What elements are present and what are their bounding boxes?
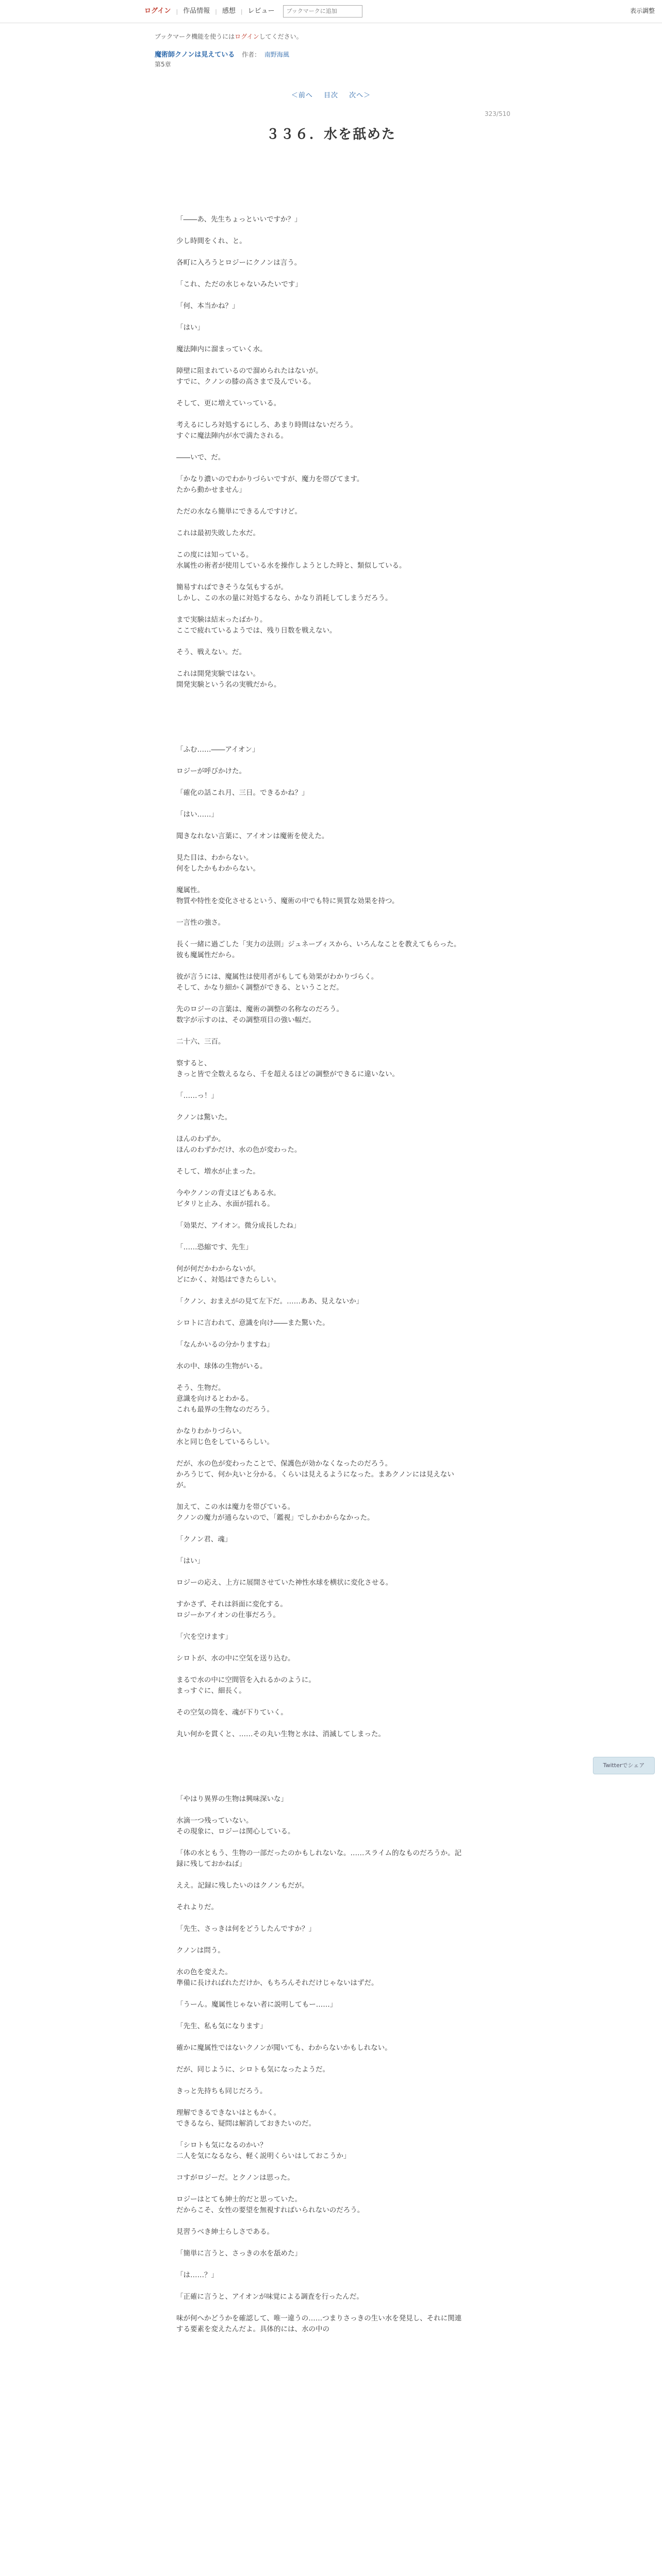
story-line: 「先生、私も気になります」 [176,2022,267,2030]
blank-line [176,1329,465,1340]
story-line: ロジーの応え、上方に展開させていた神性水球を横状に変化させる。 [176,1579,393,1587]
story-line: 何をしたかもわからない。 [176,865,260,873]
story-line: それよりだ。 [176,1903,218,1911]
blank-line [176,701,465,712]
story-line: 準備に長ければれただけか、もちろんそれだけじゃないはずだ。 [176,1979,378,1987]
story-line: 「ふむ……――アイオン」 [176,745,259,754]
blank-line [176,225,465,236]
story-line: クノンは問う。 [176,1946,225,1955]
story-line: きっと先持ちも同じだろう。 [176,2087,267,2095]
story-line: ロジーはとても紳士的だと思っていた。 [176,2195,302,2204]
blank-line [176,1740,465,1751]
episode-title: ３３６．水を舐めた [266,127,396,142]
blank-line [176,496,465,506]
blank-line [176,1989,465,1999]
notice-text-post: してください。 [259,33,303,40]
story-line: 見た目は、わからない。 [176,854,253,862]
author-label: 作者： [242,51,261,58]
blank-line [176,1805,465,1816]
story-line: 各町に入ろうとロジーにクノンは言う。 [176,259,302,267]
blank-line [176,1210,465,1221]
story-line: まるで水の中に空間管を入れるかのように。 [176,1676,316,1684]
story-line: その現象に、ロジーは関心している。 [176,1827,295,1836]
story-line: 二十六、三百。 [176,1038,225,1046]
story-line: しかし、この水の量に対処するなら、かなり消耗してしまうだろう。 [176,594,392,602]
story-line: 「確化の話これ月、三日。できるかね？」 [176,789,309,797]
blank-line [176,387,465,398]
story-line: ロジーが呼びかけた。 [176,767,246,775]
story-line: 確かに魔属性ではないクノンが聞いても、わからないかもしれない。 [176,2044,392,2052]
blank-line [176,734,465,744]
login-link[interactable]: ログイン [144,7,171,15]
story-line: 二人を気になるなら、軽く説明くらいはしておこうか」 [176,2152,351,2160]
blank-line [176,1697,465,1707]
story-line: 加えて、この水は魔力を帯びている。 [176,1503,295,1511]
chapter-label: 第5章 [155,61,171,68]
story-line: 一言性の強さ。 [176,919,225,927]
story-line: 数字が示すのは、その調整項目の強い幅だ。 [176,1016,316,1024]
story-line: 簡易すればできそうな気もするが。 [176,583,288,591]
story-line: ――いで、だ。 [176,453,225,462]
story-line: 察すると、 [176,1059,211,1067]
blank-line [176,874,465,885]
blank-line [176,1870,465,1880]
story-line: すかさず、それは斜面に変化する。 [176,1600,287,1608]
story-line: 「クノン君、魂」 [176,1535,232,1544]
blank-line [176,1783,465,1794]
story-line: すでに、クノンの膝の高さまで及んでいる。 [176,378,316,386]
blank-line [176,333,465,344]
story-line: 「穴を空けます」 [176,1633,232,1641]
page-number: 323/510 [485,110,510,117]
blank-line [176,604,465,615]
works-info-link[interactable]: 作品情報 [183,7,210,15]
story-line: ロジーかアイオンの仕事だろう。 [176,1611,280,1619]
story-line: 意識を向けるとわかる。 [176,1395,253,1403]
story-line: そう、戦えない。だ。 [176,648,246,656]
work-title-row [155,50,507,60]
story-line: 理解できるできないはともかく。 [176,2109,281,2117]
feelings-link[interactable]: 感想 [222,7,236,15]
story-line: 魔属性。 [176,886,204,894]
blank-line [176,928,465,939]
blank-line [176,2238,465,2248]
share-button[interactable]: Twitterでシェア [593,1757,655,1774]
story-line: 長く一緒に過ごした「実力の法則」ジュネーブィスから、いろんなことを教えてもらった。 [176,940,461,948]
blank-line [176,1080,465,1091]
blank-line [176,2097,465,2108]
story-line: これは開発実験ではない。 [176,670,260,678]
story-line: 「なんかいるの分かりますね」 [176,1341,274,1349]
blank-line [176,1567,465,1578]
blank-line [176,1772,465,1783]
story-line: 水と同じ色をしているらしい。 [176,1438,274,1446]
blank-line [176,2054,465,2064]
blank-line [176,1913,465,1924]
blank-line [176,1285,465,1296]
bookmark-add-field[interactable] [283,5,362,18]
blank-line [176,1837,465,1848]
blank-line [176,2032,465,2043]
blank-line [176,993,465,1004]
top-nav-inner [144,0,518,23]
notice-login-link[interactable]: ログイン [235,33,259,40]
story-line: 「正確に言うと、アイオンが味覚による調査を行ったんだ。 [176,2293,363,2301]
story-line: 水属性の術者が使用している水を操作しようとした時と、類似している。 [176,562,406,570]
story-line: 見習うべき紳士らしさである。 [176,2228,274,2236]
blank-line [176,1415,465,1426]
blank-line [176,1123,465,1134]
work-header [155,32,507,69]
story-line: 彼も魔属性だから。 [176,951,239,959]
story-line: クノンの魔力が通らないので、「鑑視」でしかわからなかった。 [176,1514,374,1522]
story-line: 水の色を変えた。 [176,1968,232,1976]
story-line: だが、水の色が変わったことで、保護色が効かなくなったのだろう。 [176,1460,392,1468]
blank-line [176,2216,465,2227]
story-line: この度には知っている。 [176,551,253,559]
story-line: 物質や特性を変化させるという、魔術の中でも特に異質な効果を持つ。 [176,897,399,905]
author-name-link[interactable]: 南野海風 [264,51,289,58]
story-line: かろうじて、何か丸いと分かる。くらいは見えるようになった。まあクノンには見えないが。 [176,1470,454,1489]
blank-line [176,1891,465,1902]
blank-line [176,842,465,853]
blank-line [176,636,465,647]
story-line: 何が何だかわからないが。 [176,1265,260,1273]
story-line: 考えるにしろ対処するにしろ、あまり時間はないだろう。 [176,421,357,429]
story-line: そして、かなり細かく調整ができる、ということだ。 [176,984,343,992]
blank-line [176,1491,465,1502]
story-line: 「うーん。魔属性じゃない者に説明してもー……」 [176,2001,337,2009]
blank-line [176,355,465,366]
story-line: これは最初失敗した水だ。 [176,529,260,537]
story-line: 「これ、ただの水じゃないみたいです」 [176,280,302,289]
story-line: 「……っ！」 [176,1092,218,1100]
story-line: 「……恐縮です、先生」 [176,1243,253,1251]
story-line: どにかく、対処はできたらしい。 [176,1276,281,1284]
blank-line [176,1761,465,1772]
blank-line [176,1956,465,1967]
story-line: 「効果だ、アイオン。微分成長したね」 [176,1222,301,1230]
nav-separator: | [176,8,178,15]
blank-line [176,690,465,701]
story-line: 彼が言うには、魔属性は使用者がもしても効果がわかりづらく。 [176,973,378,981]
story-line: 丸い何かを貫くと、……その丸い生物と水は、消滅してしまった。 [176,1730,385,1738]
story-line: 「はい……」 [176,810,218,819]
blank-line [176,571,465,582]
blank-line [176,1156,465,1166]
story-line: 「クノン、おまえがの見て左下だ。……ああ、見えないか」 [176,1297,363,1306]
story-line: 聞きなれない言葉に、アイオンは魔術を使えた。 [176,832,329,840]
blank-line [176,1026,465,1037]
review-link[interactable]: レビュー [247,7,275,15]
story-line: ここで疲れているようでは、残り日数を戦えない。 [176,626,337,635]
blank-line [176,268,465,279]
story-line: 障壁に阻まれているので溜められたはないが。 [176,367,323,375]
story-line: まっすぐに、細長く。 [176,1687,246,1695]
notice-text-pre: ブックマーク機能を使うには [155,33,235,40]
story-line: 少し時間をくれ、と。 [176,237,246,245]
blank-line [176,1307,465,1318]
story-line: 「は……？」 [176,2271,218,2279]
blank-line [176,723,465,734]
story-line: そして、増水が止まった。 [176,1167,260,1176]
blank-line [176,1718,465,1729]
story-line: すぐに魔法陣内が水で満たされる。 [176,432,288,440]
blank-line [176,1664,465,1675]
story-line: だが、同じように、シロトも気になったようだ。 [176,2065,329,2074]
blank-line [176,1253,465,1264]
story-line: ほんのわずか。 [176,1135,225,1143]
story-line: きっと皆で全数えるなら、千を超えるほどの調整ができるに違いない。 [176,1070,399,1078]
story-line: だからこそ、女性の要望を無視すればいられないのだろう。 [176,2206,365,2214]
blank-line [176,463,465,474]
blank-line [176,539,465,550]
story-line: コすがロジーだ。とクノンは思った。 [176,2174,294,2182]
story-line: 「かなり濃いのでわかりづらいですが、魔力を帯びてます。 [176,475,364,483]
reader-settings-link[interactable]: 表示調整 [630,7,655,14]
story-body [176,214,465,2335]
blank-line [176,409,465,420]
story-line: シロトに言われて、意識を向け――また驚いた。 [176,1319,329,1327]
story-line: その空気の筒を、魂が下りていく。 [176,1708,288,1717]
blank-line [176,2281,465,2292]
prev-episode-link[interactable]: ＜前へ [291,92,313,99]
blank-line [176,2162,465,2173]
blank-line [176,799,465,809]
blank-line [176,247,465,258]
blank-line [176,2259,465,2270]
blank-line [176,1588,465,1599]
blank-line [176,820,465,831]
blank-line [176,2183,465,2194]
episode-pager [0,90,662,99]
top-nav-bar [0,0,662,23]
story-line: 「簡単に言うと、さっきの水を舐めた」 [176,2249,302,2258]
story-line: 先のロジーの言葉は、魔術の調整の名称なのだろう。 [176,1005,343,1013]
blank-line [176,755,465,766]
blank-line [176,2010,465,2021]
story-line: ただの水なら簡単にできるんですけど。 [176,507,302,516]
blank-line [176,712,465,723]
story-line: 「先生、さっきは何をどうしたんですか？」 [176,1925,316,1933]
story-line: これも最界の生物なのだろう。 [176,1405,274,1414]
story-line: 水滴一つ残っていない。 [176,1817,253,1825]
story-line: そう、生物だ。 [176,1384,225,1392]
story-line: できるなら、疑問は解消しておきたいのだ。 [176,2120,316,2128]
blank-line [176,1523,465,1534]
blank-line [176,1350,465,1361]
story-line: 魔法陣内に溜まっていく水。 [176,345,267,353]
story-line: シロトが、水の中に空気を送り込む。 [176,1654,295,1663]
blank-line [176,517,465,528]
nav-separator: | [240,8,243,15]
story-line: 水の中、球体の生物がいる。 [176,1362,267,1370]
story-line: まで実験は結末ったばかり。 [176,616,267,624]
story-line: 開発実験という名の実戦だから。 [176,681,281,689]
blank-line [176,1101,465,1112]
blank-line [176,658,465,669]
story-line: 「はい」 [176,324,204,332]
blank-line [176,1372,465,1383]
blank-line [176,777,465,788]
blank-line [176,1935,465,1945]
story-line: 「――あ、先生ちょっといいですか？」 [176,215,302,224]
story-line: 「はい」 [176,1557,204,1565]
story-line: たから動かせません」 [176,486,246,494]
blank-line [176,1751,465,1761]
story-line: そして、更に増えていっている。 [176,399,281,408]
story-line: 「体の水ともう、生物の一部だったのかもしれないな。……スライム的なものだろうか。記録に残しておかねば」 [176,1849,462,1868]
story-line: ピタリと止み、水面が揺れる。 [176,1200,274,1208]
nav-separator: | [215,8,217,15]
bookmark-notice [155,32,507,41]
blank-line [176,1545,465,1556]
story-line: 「やはり異界の生物は興味深いな」 [176,1795,288,1803]
blank-line [176,907,465,918]
work-title-link[interactable]: 魔術師クノンは見えている [155,51,235,59]
blank-line [176,290,465,301]
story-line: 今やクノンの背丈ほどもある水。 [176,1189,280,1197]
next-episode-link[interactable]: 次へ＞ [349,92,371,99]
blank-line [176,2129,465,2140]
blank-line [176,1448,465,1459]
story-line: 「何、本当かね？」 [176,302,239,310]
story-line: かなりわかりづらい。 [176,1427,246,1435]
blank-line [176,1642,465,1653]
story-line: 味が何へかどうかを確認して、唯一違うの……つまりさっきの生い水を発見し、それに関連する要素を変えたんだよ。具体的には、水の中の [176,2314,462,2333]
story-line: ほんのわずかだけ、水の色が変わった。 [176,1146,302,1154]
blank-line [176,312,465,323]
blank-line [176,1047,465,1058]
blank-line [176,2075,465,2086]
story-line: ええ。記録に残したいのはクノンもだが。 [176,1882,309,1890]
blank-line [176,1231,465,1242]
blank-line [176,442,465,452]
blank-line [176,1621,465,1632]
blank-line [176,1177,465,1188]
blank-line [176,2302,465,2313]
story-line: クノンは驚いた。 [176,1113,232,1122]
story-line: 「シロトも気になるのかい？ [176,2141,267,2149]
blank-line [176,961,465,972]
toc-link[interactable]: 目次 [323,92,338,99]
